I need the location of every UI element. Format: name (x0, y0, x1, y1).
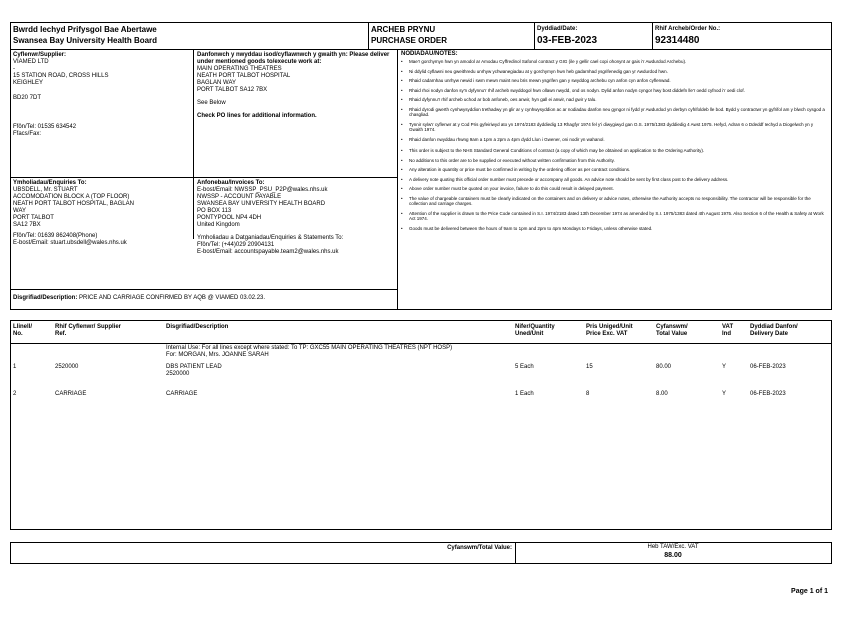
note-english-text: This order is subject to the NHS Standard General Conditions of contract (a copy of which may be obtained on application to the Ordering Authority). (409, 148, 705, 153)
invoices-email: E-bost/Email: NWSSP_PSU_P2P@wales.nhs.uk (197, 187, 328, 193)
row-1-quantity: 5 Each (515, 364, 534, 370)
row-2-quantity: 1 Each (515, 391, 534, 397)
note-welsh-text: Rhaid dyrodi gwerth cynhwysyddion trethadwy yn glir ar y cynhwysyddion ac ar nodiadau danfon neu gyngor ni fydd yr Awdurdod yn derbyn cyfrifoldeb lle bod. Bydd y contractwr yn gyfrifol am y blwch cysgod a chasgliad. (409, 106, 825, 117)
col-divider-1 (193, 49, 194, 239)
supplier-section (13, 52, 191, 138)
supplier-address: 15 STATION ROAD, CROSS HILLS KEIGHLEY (13, 73, 109, 86)
date-divider (534, 22, 535, 49)
bullet-icon: • (401, 68, 403, 74)
note-welsh-item (401, 78, 827, 84)
note-english-item (401, 211, 827, 222)
description-line (13, 295, 393, 302)
col-header-delivery-date: Dyddiad Danfon/ Delivery Date (750, 324, 798, 337)
invoices-section (197, 180, 393, 256)
net-vat-label: Heb TAW/Exc. VAT (647, 544, 699, 550)
note-english-text: Goods must be delivered between the hours of 9am to 1pm and 2pm to 4pm Mondays to Fridays, unless otherwise stated. (409, 225, 653, 231)
note-welsh-text: Rhaid dyfynnu'r rhif archeb uchod ar bob anfoneb, oes anwir, hyn gall ei anwir, nad gwir y talu. (409, 97, 597, 102)
bullet-icon: • (401, 186, 403, 191)
note-welsh-item (401, 59, 827, 65)
supplier-phone: Ffôn/Tel: 01535 634542 (13, 124, 77, 130)
invoices-label: Anfonebau/Invoices To: (197, 180, 265, 186)
row-2-total: 8.00 (656, 391, 668, 397)
row-2-ref: CARRIAGE (55, 391, 87, 397)
description-label: Disgrifiad/Description: (13, 295, 78, 301)
note-english-text: Any alteration in quantity or price must be confirmed in writing by the ordering officer as per contract conditions. (409, 167, 631, 172)
bullet-icon: • (401, 121, 403, 127)
col-header-supplier-ref: Rhif Cyflenwr/ Supplier Ref. (55, 324, 122, 337)
note-english-text: Attention of the supplier is drawn to the Price Code contained in S.I. 1974/2183 dated 13th December 1974 as amended by S.I. 1975/1383 dated 4th August 1975. Also Section 6 of the Health & Safety at Work Act 1974. (409, 210, 824, 221)
check-po-lines: Check PO lines for additional information. (197, 113, 317, 119)
internal-use-note: Internal Use: For all lines except where stated: To TP: GXC55 MAIN OPERATING THEATRES (NPT HOSP) For: MORGAN, Mrs. JOANNE SARAH (166, 345, 453, 358)
note-welsh-item (401, 122, 827, 133)
org-name-english: Swansea Bay University Health Board (13, 36, 158, 45)
col-header-description: Disgrifiad/Description (166, 324, 229, 330)
row-1-line: 1 (13, 364, 17, 370)
bullet-icon: • (401, 195, 403, 201)
note-english-text: Above order number must be quoted on your invoice, failure to do this could result in delayed payment. (409, 186, 614, 191)
order-divider (652, 22, 653, 49)
title-divider (368, 22, 369, 49)
supplier-dash: - (13, 66, 15, 72)
description-text: PRICE AND CARRIAGE CONFIRMED BY AQB @ VIAMED 03.02.23. (79, 295, 266, 301)
net-total-value: 88.00 (664, 552, 682, 559)
row-1-ref: 2520000 (55, 364, 79, 370)
statements-email: E-bost/Email: accountspayable.team2@wales.nhs.uk (197, 249, 339, 255)
row-1-total: 80.00 (656, 364, 672, 370)
enquiries-label: Ymholiadau/Enquiries To: (13, 180, 87, 186)
order-number: 92314480 (655, 35, 700, 46)
see-below: See Below (197, 100, 226, 106)
org-name-welsh: Bwrdd Iechyd Prifysgol Bae Abertawe (13, 25, 157, 34)
date-label: Dyddiad/Date: (537, 26, 578, 32)
bullet-icon: • (401, 106, 403, 112)
bullet-icon: • (401, 157, 403, 163)
enquiries-address: ACCOMODATION BLOCK A (TOP FLOOR) NEATH PORT TALBOT HOSPITAL, BAGLAN WAY PORT TALBOT SA12 7BX (13, 194, 134, 228)
note-welsh-text: Rhaid danfon nwyddau rhwng 9am a 1pm a 2pm a 4pm dydd Llun i Gwener, oni nodir yn wahanol. (409, 136, 605, 142)
notes-divider (397, 49, 398, 310)
statements-phone: Ffôn/Tel: (+44)029 20904131 (197, 242, 275, 248)
row-2-description: CARRIAGE (166, 391, 198, 397)
row-1-vat: Y (722, 364, 727, 370)
col-header-vat: VAT Ind (722, 324, 734, 337)
row-2-line: 2 (13, 391, 17, 397)
delivery-address: MAIN OPERATING THEATRES NEATH PORT TALBOT HOSPITAL BAGLAN WAY PORT TALBOT SA12 7BX (197, 66, 291, 93)
doc-title-english: PURCHASE ORDER (371, 36, 448, 45)
supplier-postcode: BD20 7DT (13, 95, 42, 101)
bullet-icon: • (401, 78, 403, 83)
notes-english-list (401, 148, 827, 231)
notes-section (401, 51, 827, 235)
bullet-icon: • (401, 167, 403, 172)
table-header-divider (10, 343, 832, 344)
col-header-price: Pris Uniged/Unit Price Exc. VAT (586, 324, 633, 337)
delivery-section (197, 52, 393, 120)
bullet-icon: • (401, 97, 403, 102)
enquiries-section (13, 180, 191, 247)
enquiries-divider (10, 177, 397, 178)
note-welsh-item (401, 88, 827, 94)
note-english-text: No additions to this order are to be supplied or executed without written confirmation from this Authority. (409, 157, 615, 163)
row-2-date: 06-FEB-2023 (750, 391, 786, 397)
description-divider (10, 289, 397, 290)
note-english-item (401, 148, 827, 154)
notes-welsh-list (401, 59, 827, 142)
row-1-date: 06-FEB-2023 (750, 364, 786, 370)
enquiries-email: E-bost/Email: stuart.ubsdell@wales.nhs.uk (13, 240, 127, 246)
header-divider (10, 49, 832, 50)
bullet-icon: • (401, 148, 403, 153)
note-english-text: The value of chargeable containers must be clearly indicated on the containers and on delivery or advice notes, otherwise the Authority accepts no responsibility. The contractor will be responsible for the collection and carriage charges. (409, 195, 811, 206)
row-2-vat: Y (722, 391, 727, 397)
doc-title-welsh: ARCHEB PRYNU (371, 25, 436, 34)
note-english-item (401, 167, 827, 173)
note-welsh-text: Rhaid rhoi nodyn danfon sy'n dyfynnu'r rhif archeb swyddogol hwn ollawn nwydd, ond os nodyn. Dylid anfon nodyn cyngor hwy bost diddefn lle'r oedd cyfnod i'r oedi clof. (409, 87, 745, 93)
note-welsh-item (401, 107, 827, 118)
note-english-item (401, 186, 827, 192)
enquiries-contact: UBSDELL, Mr. STUART (13, 187, 78, 193)
delivery-label: Danfonwch y nwyddau isod/cyflawnwch y gwaith yn: Please deliver under mentioned goods to/execute work at: (197, 52, 390, 65)
bullet-icon: • (401, 225, 403, 231)
supplier-label: Cyflenwr/Supplier: (13, 52, 67, 58)
enquiries-phone: Ffôn/Tel: 01639 862408(Phone) (13, 233, 98, 239)
note-english-item (401, 177, 827, 183)
bullet-icon: • (401, 136, 403, 142)
note-english-text: A delivery note quoting this official order number must precede or accompany all goods. An advice note should be sent by first class post to the delivery address. (409, 176, 729, 182)
note-welsh-text: Tynnir sylw'r cyflenwr at y Cod Pris gyfeiriwyd ato yn 1974/2183 dyddiedig 13 Rhagfyr 1974 fel y'i diwygiwyd gan O.S. 1975/1383 dyddiedig 4 Awst 1975. Hefyd, Adran 6 o Ddeddf Iechyd a Diogelwch yn y Gwaith 1974. (409, 121, 814, 132)
note-english-item (401, 196, 827, 207)
order-date: 03-FEB-2023 (537, 35, 598, 46)
row-1-price: 15 (586, 364, 593, 370)
invoices-address: NWSSP - ACCOUNT PAYABLE SWANSEA BAY UNIVERSITY HEALTH BOARD PO BOX 113 PONTYPOOL NP4 4DH United Kingdom (197, 194, 326, 228)
page-number: Page 1 of 1 (791, 588, 828, 595)
row-1-description: DBS PATIENT LEAD 2520000 (166, 364, 222, 377)
supplier-fax: Ffacs/Fax: (13, 131, 42, 137)
col-header-line: Llinell/ No. (13, 324, 33, 337)
order-number-label: Rhif Archeb/Order No.: (655, 26, 721, 32)
total-value-label: Cyfanswm/Total Value: (447, 545, 512, 551)
note-welsh-item (401, 69, 827, 75)
note-welsh-text: Ni ddylid cyflawni neu gweithredu unrhyw ychwanegiadau at y gorchymyn hwn heb gadarnhad ysgrifenedig gan yr Awdurdod hwn. (409, 68, 668, 74)
col-header-quantity: Nifer/Quantity Uned/Unit (515, 324, 555, 337)
note-welsh-item (401, 137, 827, 143)
note-welsh-text: Rhaid cadarnhau unrhyw newid i swm mewn maint neu bris mewn ysgrifen gan y swyddog archebu cyn anfon cyn anfon cyflenwad. (409, 78, 671, 83)
notes-label: NODIADAU/NOTES: (401, 51, 458, 57)
row-2-price: 8 (586, 391, 590, 397)
statements-label: Ymholiadau a Datganiadau/Enquiries & Statements To: (197, 235, 344, 241)
note-english-item (401, 158, 827, 164)
note-welsh-item (401, 97, 827, 103)
bullet-icon: • (401, 87, 403, 93)
bullet-icon: • (401, 59, 403, 64)
bullet-icon: • (401, 176, 403, 182)
note-welsh-text: Mae'r gorchymyn hwn yn amodol ar Amodau Cyffredinol Safonol contract y GIG (ile y gellir cael copi ohonynt ar gais i'r Awdurdod Archebu). (409, 59, 687, 64)
bullet-icon: • (401, 210, 403, 216)
col-header-total: Cyfanswm/ Total Value (656, 324, 688, 337)
supplier-name: VIAMED LTD (13, 59, 49, 65)
note-english-item (401, 226, 827, 232)
totals-divider (515, 542, 516, 564)
